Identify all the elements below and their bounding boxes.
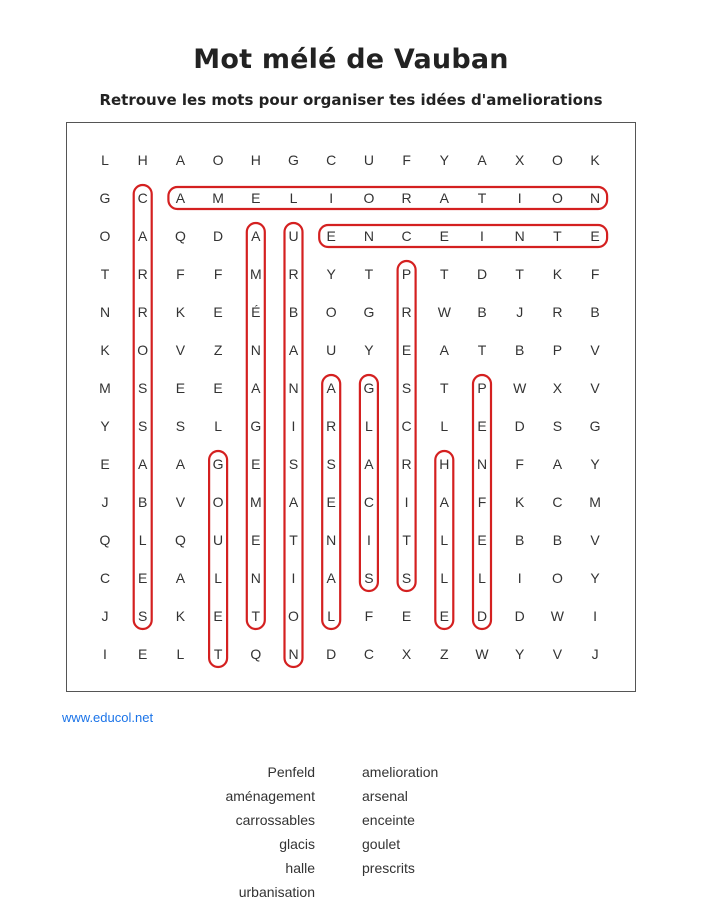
grid-letter[interactable]: A	[175, 152, 186, 168]
found-word-urbanisation-highlight	[285, 223, 303, 667]
grid-letter[interactable]: S	[326, 456, 336, 472]
grid-letter[interactable]: O	[363, 190, 375, 206]
grid-letter[interactable]: Q	[99, 532, 111, 548]
grid-letter[interactable]: M	[249, 494, 262, 510]
grid-letter[interactable]: B	[515, 342, 525, 358]
grid-letter[interactable]: G	[288, 152, 299, 168]
grid-letter[interactable]: I	[291, 418, 296, 434]
word-list-item: carrossables	[235, 812, 315, 828]
grid-letter[interactable]: T	[100, 266, 110, 282]
word-list-item: glacis	[279, 836, 315, 852]
grid-letter[interactable]: S	[401, 380, 412, 396]
grid-letter[interactable]: C	[401, 418, 412, 434]
grid-letter[interactable]: A	[288, 342, 299, 358]
grid-letter[interactable]: V	[552, 646, 563, 662]
grid-letter[interactable]: Y	[439, 152, 449, 168]
grid-letter[interactable]: P	[552, 342, 563, 358]
grid-letter[interactable]: E	[138, 570, 148, 586]
grid-letter[interactable]: E	[401, 608, 412, 624]
grid-letter[interactable]: Y	[590, 456, 600, 472]
found-word-goulet-highlight	[209, 451, 227, 667]
grid-letter[interactable]: J	[101, 494, 109, 510]
grid-letter[interactable]: R	[401, 304, 412, 320]
grid-letter[interactable]: L	[478, 570, 486, 586]
grid-letter[interactable]: G	[250, 418, 262, 434]
word-list-item: urbanisation	[238, 884, 315, 900]
grid-letter[interactable]: B	[515, 532, 525, 548]
found-word-carrossables-highlight	[134, 185, 152, 629]
grid-letter[interactable]: V	[590, 342, 600, 358]
grid-letter[interactable]: C	[326, 152, 337, 168]
grid-letter[interactable]: F	[477, 494, 487, 510]
grid-letter[interactable]: N	[590, 190, 601, 206]
grid-letter[interactable]: S	[552, 418, 563, 434]
grid-letter[interactable]: O	[288, 608, 299, 624]
grid-letter[interactable]: X	[552, 380, 563, 396]
grid-letter[interactable]: A	[288, 494, 299, 510]
word-list-item: halle	[285, 860, 315, 876]
grid-letter[interactable]: D	[213, 228, 224, 244]
grid-letter[interactable]: T	[402, 532, 411, 548]
grid-letter[interactable]: K	[515, 494, 525, 510]
grid-letter[interactable]: H	[137, 152, 148, 168]
grid-letter[interactable]: N	[288, 380, 299, 396]
grid-letter[interactable]: Y	[515, 646, 525, 662]
grid-letter[interactable]: B	[477, 304, 487, 320]
grid-letter[interactable]: N	[326, 532, 337, 548]
grid-letter[interactable]: C	[363, 646, 374, 662]
grid-letter[interactable]: I	[480, 228, 484, 244]
grid-letter[interactable]: S	[401, 570, 412, 586]
grid-letter[interactable]: D	[514, 608, 525, 624]
grid-letter[interactable]: A	[138, 228, 148, 244]
word-list-item: arsenal	[362, 788, 408, 804]
grid-letter[interactable]: R	[288, 266, 299, 282]
grid-letter[interactable]: E	[401, 342, 412, 358]
grid-letter[interactable]: D	[514, 418, 525, 434]
grid-letter[interactable]: G	[589, 418, 601, 434]
grid-letter[interactable]: A	[439, 342, 449, 358]
grid-letter[interactable]: P	[401, 266, 412, 282]
grid-letter[interactable]: R	[401, 456, 412, 472]
grid-letter[interactable]: O	[212, 152, 224, 168]
grid-letter[interactable]: W	[475, 646, 489, 662]
grid-letter[interactable]: B	[590, 304, 600, 320]
grid-letter[interactable]: N	[363, 228, 374, 244]
grid-letter[interactable]: T	[251, 608, 261, 624]
grid-letter[interactable]: E	[477, 532, 487, 548]
grid-letter[interactable]: S	[364, 570, 374, 586]
grid-letter[interactable]: R	[326, 418, 337, 434]
grid-letter[interactable]: I	[517, 190, 522, 206]
grid-letter[interactable]: Q	[174, 532, 186, 548]
grid-letter[interactable]: J	[516, 304, 524, 320]
grid-letter[interactable]: A	[326, 570, 336, 586]
grid-letter[interactable]: Q	[250, 646, 262, 662]
grid-letter[interactable]: I	[103, 646, 107, 662]
word-search-grid	[66, 122, 636, 692]
grid-letter[interactable]: D	[476, 266, 488, 282]
word-list-item: amelioration	[362, 764, 439, 780]
grid-letter[interactable]: T	[553, 228, 562, 244]
grid-letter[interactable]: E	[251, 190, 261, 206]
grid-letter[interactable]: A	[175, 190, 186, 206]
grid-letter[interactable]: D	[476, 608, 488, 624]
grid-letter[interactable]: U	[288, 228, 299, 244]
grid-letter[interactable]: G	[363, 304, 375, 320]
grid-letter[interactable]: X	[401, 646, 412, 662]
grid-letter[interactable]: G	[99, 190, 111, 206]
grid-letter[interactable]: M	[99, 380, 111, 396]
grid-letter[interactable]: W	[550, 608, 565, 624]
grid-letter[interactable]: M	[589, 494, 601, 510]
grid-letter[interactable]: Y	[100, 418, 110, 434]
grid-letter[interactable]: O	[551, 152, 563, 168]
found-word-amelioration-highlight	[168, 187, 607, 209]
grid-letter[interactable]: I	[404, 494, 409, 510]
grid-letter[interactable]: R	[137, 304, 148, 320]
grid-letter[interactable]: R	[137, 266, 148, 282]
word-list-right	[362, 764, 438, 884]
grid-letter[interactable]: E	[175, 380, 186, 396]
grid-letter[interactable]: K	[100, 342, 110, 358]
grid-letter[interactable]: M	[212, 190, 224, 206]
grid-letter[interactable]: R	[552, 304, 563, 320]
grid-letter[interactable]: A	[175, 456, 186, 472]
grid-letter[interactable]: M	[249, 266, 262, 282]
grid-letter[interactable]: V	[590, 380, 600, 396]
grid-letter[interactable]: I	[366, 532, 371, 548]
grid-letter[interactable]: Y	[590, 570, 600, 586]
grid-letter[interactable]: L	[440, 532, 449, 548]
grid-letter[interactable]: I	[329, 190, 334, 206]
grid-letter[interactable]: F	[590, 266, 600, 282]
grid-letter[interactable]: I	[517, 570, 522, 586]
grid-letter[interactable]: D	[326, 646, 337, 662]
grid-letter[interactable]: V	[175, 342, 186, 358]
grid-letter[interactable]: A	[251, 380, 261, 396]
grid-letter[interactable]: T	[213, 646, 223, 662]
word-list-left	[225, 764, 315, 908]
word-list-item: aménagement	[225, 788, 315, 804]
grid-letter[interactable]: L	[101, 152, 109, 168]
grid-letter[interactable]: S	[138, 418, 148, 434]
grid-letter[interactable]: T	[477, 190, 487, 206]
grid-letter[interactable]: N	[476, 456, 488, 472]
word-list-item: prescrits	[362, 860, 415, 876]
grid-letter[interactable]: A	[364, 456, 374, 472]
grid-letter[interactable]: É	[251, 304, 261, 320]
grid-letter[interactable]: H	[439, 456, 450, 472]
grid-letter[interactable]: A	[251, 228, 261, 244]
grid-letter[interactable]: T	[477, 342, 487, 358]
grid-letter[interactable]: F	[364, 608, 374, 624]
word-list-item: Penfeld	[267, 764, 315, 780]
grid-letter[interactable]: K	[175, 608, 186, 624]
grid-letter[interactable]: K	[590, 152, 600, 168]
grid-letter[interactable]: A	[439, 494, 449, 510]
grid-letter[interactable]: B	[138, 494, 148, 510]
grid-letter[interactable]: A	[439, 190, 449, 206]
grid-letter[interactable]: W	[437, 304, 451, 320]
grid-letter[interactable]: U	[326, 342, 337, 358]
grid-letter[interactable]: E	[213, 304, 223, 320]
grid-letter[interactable]: E	[138, 646, 148, 662]
grid-letter[interactable]: S	[138, 380, 148, 396]
grid-letter[interactable]: C	[552, 494, 563, 510]
grid-letter[interactable]: T	[440, 380, 449, 396]
grid-letter[interactable]: F	[402, 152, 411, 168]
grid-letter[interactable]: R	[401, 190, 412, 206]
grid-letter[interactable]: O	[551, 570, 563, 586]
grid-letter[interactable]: Y	[364, 342, 374, 358]
grid-letter[interactable]: B	[552, 532, 563, 548]
found-word-glacis-highlight	[360, 375, 378, 591]
word-search-svg	[67, 123, 637, 693]
grid-letter[interactable]: J	[591, 646, 599, 662]
grid-letter[interactable]: A	[477, 152, 487, 168]
grid-letter[interactable]: C	[99, 570, 111, 586]
grid-letter[interactable]: K	[175, 304, 186, 320]
site-link[interactable]: www.educol.net	[62, 710, 154, 725]
grid-letter[interactable]: E	[213, 608, 223, 624]
grid-letter[interactable]: O	[137, 342, 149, 358]
grid-letter[interactable]: L	[440, 418, 449, 434]
grid-letter[interactable]: P	[477, 380, 487, 396]
grid-letter[interactable]: T	[364, 266, 374, 282]
grid-letter[interactable]: H	[250, 152, 261, 168]
grid-letter[interactable]: I	[291, 570, 296, 586]
grid-letter[interactable]: L	[214, 418, 222, 434]
grid-letter[interactable]: A	[552, 456, 563, 472]
grid-letter[interactable]: C	[137, 190, 148, 206]
grid-letter[interactable]: W	[513, 380, 527, 396]
grid-letter[interactable]: N	[250, 342, 261, 358]
grid-letter[interactable]: E	[213, 380, 223, 396]
grid-letter[interactable]: O	[325, 304, 337, 320]
grid-letter[interactable]: E	[326, 494, 336, 510]
grid-letter[interactable]: O	[99, 228, 111, 244]
grid-letter[interactable]: E	[590, 228, 600, 244]
grid-letter[interactable]: E	[326, 228, 336, 244]
grid-letter[interactable]: G	[363, 380, 375, 396]
grid-letter[interactable]: N	[99, 304, 111, 320]
grid-letter[interactable]: O	[551, 190, 563, 206]
grid-letter[interactable]: N	[250, 570, 261, 586]
grid-letter[interactable]: Y	[326, 266, 336, 282]
grid-letter[interactable]: K	[552, 266, 563, 282]
grid-letter[interactable]: L	[327, 608, 336, 624]
grid-letter[interactable]: B	[288, 304, 299, 320]
word-list-item: enceinte	[362, 812, 415, 828]
grid-letter[interactable]: J	[101, 608, 109, 624]
grid-letter[interactable]: E	[477, 418, 487, 434]
grid-letter[interactable]: I	[593, 608, 598, 624]
found-word-enceinte-highlight	[319, 225, 607, 247]
grid-letter[interactable]: S	[175, 418, 186, 434]
page-subtitle: Retrouve les mots pour organiser tes idées d'ameliorations	[99, 91, 603, 109]
grid-letter[interactable]: Z	[440, 646, 449, 662]
grid-letter[interactable]: Q	[174, 228, 186, 244]
grid-letter[interactable]: L	[138, 532, 147, 548]
grid-letter[interactable]: S	[288, 456, 299, 472]
grid-letter[interactable]: E	[439, 228, 449, 244]
grid-letter[interactable]: E	[251, 532, 261, 548]
grid-letter[interactable]: F	[176, 266, 185, 282]
grid-letter[interactable]: A	[175, 570, 186, 586]
grid-letter[interactable]: T	[440, 266, 449, 282]
grid-letter[interactable]: U	[363, 152, 374, 168]
grid-letter[interactable]: S	[138, 608, 148, 624]
grid-letter[interactable]: L	[365, 418, 373, 434]
grid-letter[interactable]: N	[288, 646, 299, 662]
grid-letter[interactable]: L	[440, 570, 449, 586]
grid-letter[interactable]: A	[326, 380, 336, 396]
grid-letter[interactable]: N	[514, 228, 525, 244]
grid-letter[interactable]: C	[363, 494, 374, 510]
grid-letter[interactable]: A	[138, 456, 148, 472]
grid-letter[interactable]: L	[289, 190, 298, 206]
grid-letter[interactable]: Z	[213, 342, 223, 358]
grid-letter[interactable]: E	[251, 456, 261, 472]
grid-letter[interactable]: O	[212, 494, 224, 510]
grid-letter[interactable]: C	[401, 228, 412, 244]
grid-letter[interactable]: E	[100, 456, 110, 472]
grid-letter[interactable]: X	[515, 152, 525, 168]
grid-letter[interactable]: V	[175, 494, 186, 510]
grid-letter[interactable]: F	[515, 456, 524, 472]
grid-letter[interactable]: E	[439, 608, 449, 624]
grid-letter[interactable]: V	[590, 532, 600, 548]
grid-letter[interactable]: L	[176, 646, 185, 662]
grid-letter[interactable]: U	[213, 532, 224, 548]
page-title: Mot mélé de Vauban	[193, 44, 509, 75]
grid-letter[interactable]: G	[212, 456, 224, 472]
grid-letter[interactable]: T	[289, 532, 298, 548]
word-list-item: goulet	[362, 836, 401, 852]
grid-letter[interactable]: T	[515, 266, 524, 282]
grid-letter[interactable]: F	[213, 266, 223, 282]
grid-letter[interactable]: L	[214, 570, 222, 586]
